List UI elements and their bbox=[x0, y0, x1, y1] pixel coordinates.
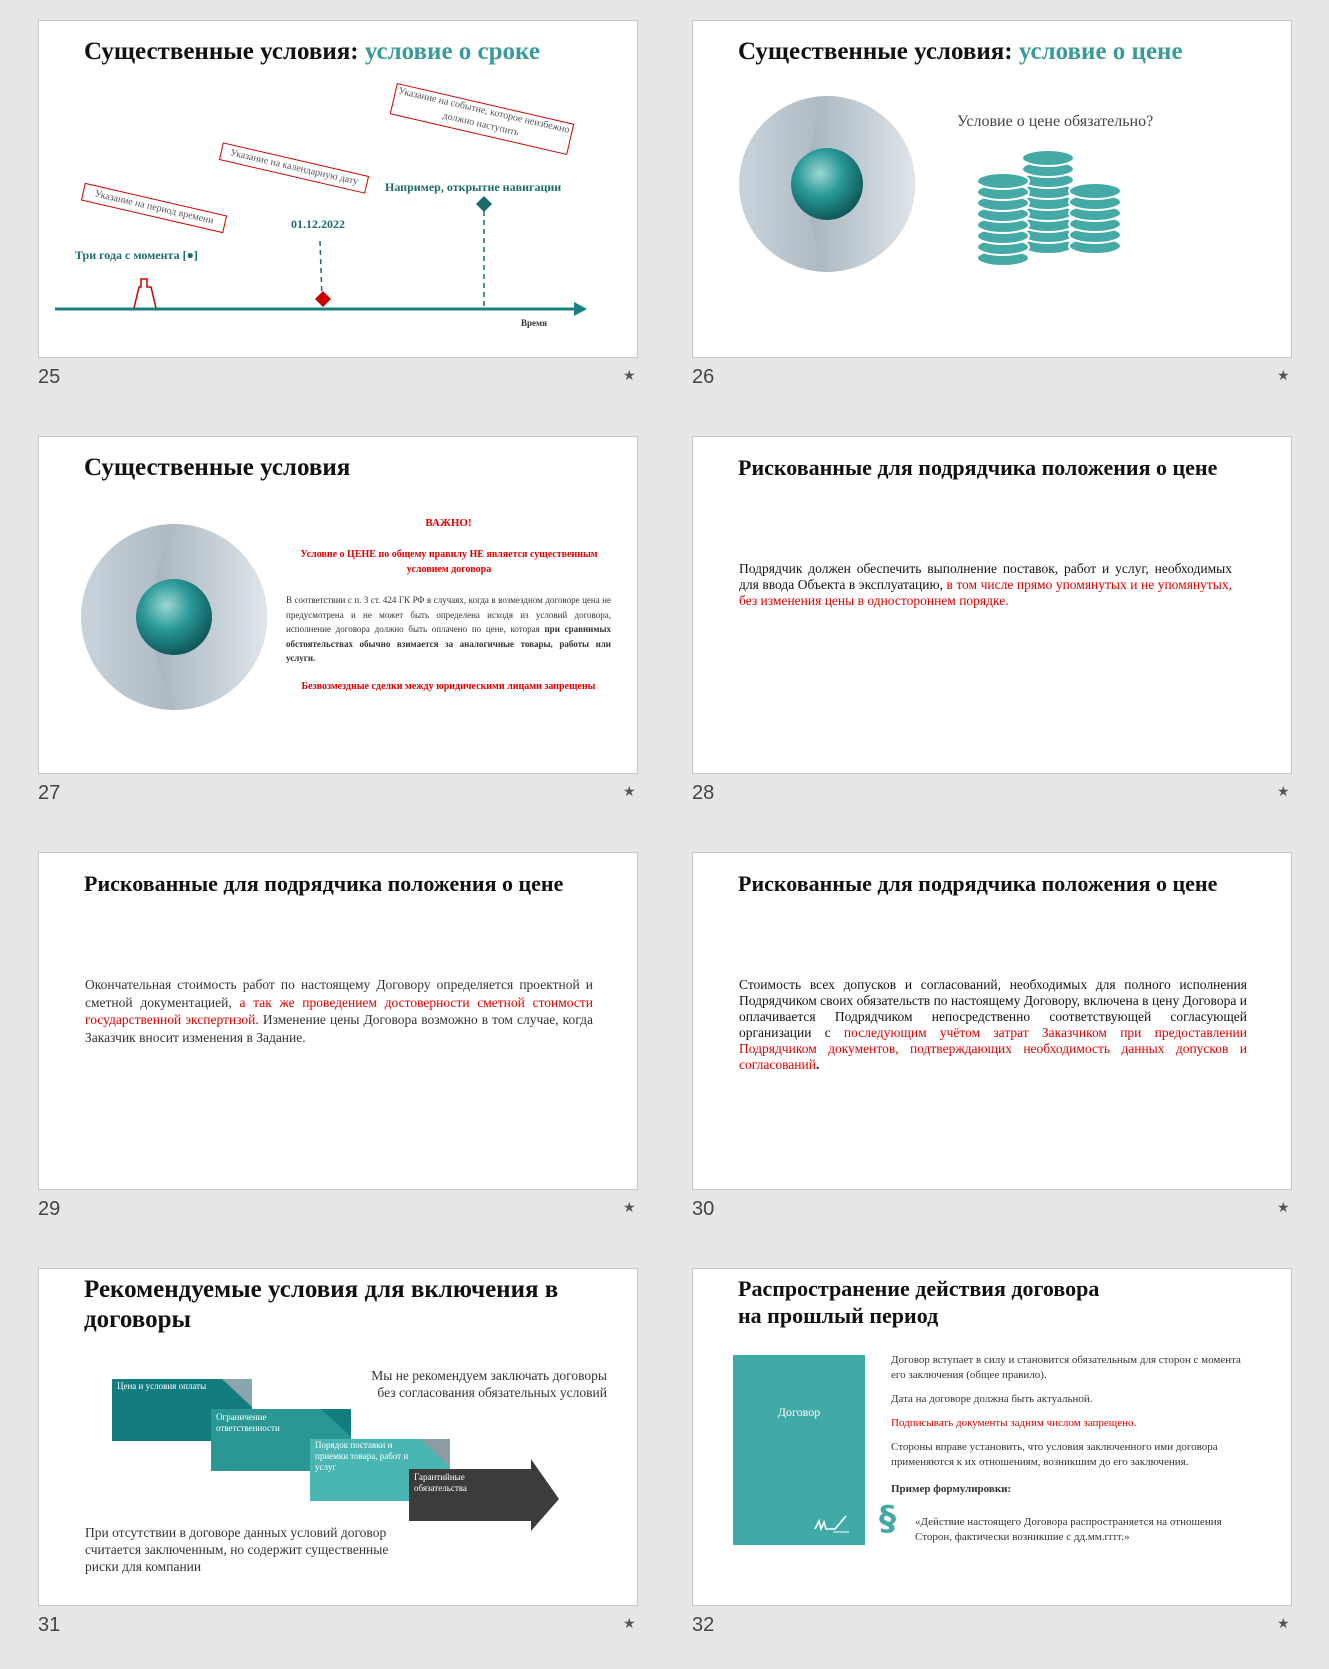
signature-icon bbox=[813, 1513, 853, 1535]
slide-thumbnail-27[interactable] bbox=[38, 436, 638, 774]
step-delivery[interactable]: Порядок поставки и приемки товара, работ и услуг bbox=[315, 1440, 409, 1472]
step-liability[interactable]: Ограничение ответственности bbox=[216, 1412, 280, 1433]
title-accent: условие о сроке bbox=[364, 38, 540, 65]
slide-number-31: 31 bbox=[38, 1614, 61, 1636]
slide-body bbox=[739, 977, 1247, 1073]
body-text-highlight: последующим учётом затрат Заказчиком при предоставлении Подрядчиком документов, подтверждающих необходимость данных допусков и согласований bbox=[739, 1025, 1247, 1072]
free-deals-note: Безвозмездные сделки между юридическими лицами запрещены bbox=[301, 681, 596, 692]
title-line-1: Распространение действия договора bbox=[738, 1276, 1100, 1301]
body-text: Подрядчик должен обеспечить выполнение поставок, работ и услуг, необходимых для ввода Объекта в эксплуатацию, bbox=[739, 561, 1232, 592]
step-warranty[interactable]: Гарантийные обязательства bbox=[414, 1472, 467, 1493]
title-accent: условие о цене bbox=[1018, 38, 1183, 65]
paragraph-actual-date: Дата на договоре должна быть актуальной. bbox=[891, 1393, 1093, 1405]
sphere-graphic bbox=[79, 522, 269, 712]
star-icon[interactable]: ★ bbox=[623, 368, 636, 384]
title-main: Существенные условия: bbox=[84, 38, 359, 65]
important-label: ВАЖНО! bbox=[425, 517, 472, 529]
star-icon[interactable]: ★ bbox=[623, 1616, 636, 1632]
slide-body bbox=[739, 561, 1232, 609]
title-line-2: на прошлый период bbox=[738, 1303, 939, 1328]
slide-title bbox=[84, 1275, 558, 1335]
paragraph-prior-relations: Стороны вправе установить, что условия заключенного ими договора применяются к их отношениям, возникшим до его заключения. bbox=[891, 1441, 1218, 1468]
slide-number-28: 28 bbox=[692, 782, 715, 804]
contract-document-icon bbox=[733, 1355, 865, 1545]
body-normal: В соответствии с п. 3 ст. 424 ГК РФ в случаях, когда в возмездном договоре цена не предусмотрена и не может быть определена исходя из условий договора, исполнение договора должно быть оплачено по цене, которая bbox=[286, 595, 611, 634]
civil-code-text bbox=[286, 593, 611, 666]
label-three-years: Три года с момента [●] bbox=[75, 248, 198, 262]
body-text: Стоимость всех допусков и согласований, необходимых для полного исполнения Подрядчиком своих обязательств по настоящему Договору, включена в цену Договора и оплачивается Подрядчиком непосредственно соответствующей согласующей организации с bbox=[739, 977, 1247, 1040]
slide-body bbox=[85, 976, 593, 1046]
label-example: Например, открытие навигации bbox=[385, 180, 562, 194]
body-text: Окончательная стоимость работ по настоящему Договору определяется проектной и сметной документацией, bbox=[85, 977, 593, 1010]
slide-title: Рискованные для подрядчика положения о цене bbox=[738, 871, 1218, 896]
slide-number-27: 27 bbox=[38, 782, 61, 804]
slide-number-29: 29 bbox=[38, 1198, 61, 1220]
slide-number-25: 25 bbox=[38, 366, 61, 388]
slide-thumbnail-30[interactable] bbox=[692, 852, 1292, 1190]
example-heading: Пример формулировки: bbox=[891, 1483, 1012, 1495]
slide-title: Рискованные для подрядчика положения о цене bbox=[84, 871, 564, 896]
slide-thumbnail-32[interactable] bbox=[692, 1268, 1292, 1606]
title-line-2: договоры bbox=[84, 1306, 192, 1333]
risk-text: При отсутствии в договоре данных условий договор считается заключенным, но содержит существенные риски для компании bbox=[85, 1525, 389, 1574]
contract-label: Договор bbox=[777, 1405, 821, 1419]
label-date: 01.12.2022 bbox=[291, 217, 345, 231]
star-icon[interactable]: ★ bbox=[1277, 368, 1290, 384]
paragraph-general-rule: Договор вступает в силу и становится обязательным для сторон с момента его заключения (общее правило). bbox=[891, 1354, 1241, 1381]
question-text: Условие о цене обязательно? bbox=[957, 113, 1154, 130]
body-bold: при сравнимых обстоятельствах обычно взимается за аналогичные товары, работы или услуги. bbox=[286, 624, 612, 663]
slide-title bbox=[738, 37, 1183, 67]
slide-title bbox=[738, 1275, 1099, 1329]
slide-number-30: 30 bbox=[692, 1198, 715, 1220]
slide-thumbnail-26[interactable] bbox=[692, 20, 1292, 358]
star-icon[interactable]: ★ bbox=[623, 1200, 636, 1216]
sphere-graphic bbox=[737, 94, 917, 274]
title-main: Существенные условия: bbox=[738, 38, 1013, 65]
star-icon[interactable]: ★ bbox=[1277, 1616, 1290, 1632]
example-text: «Действие настоящего Договора распространяется на отношения Сторон, фактически возникшие с дд.мм.гггг.» bbox=[915, 1516, 1222, 1543]
callout-date: Указание на календарную дату bbox=[219, 142, 369, 193]
slide-title: Рискованные для подрядчика положения о цене bbox=[738, 455, 1218, 480]
slide-title: Существенные условия bbox=[84, 454, 351, 481]
text-column bbox=[891, 1353, 1241, 1497]
axis-label-time: Время bbox=[521, 318, 548, 328]
callout-event: Указание на событие, которое неизбежно должно наступить bbox=[390, 83, 575, 155]
section-sign-icon: § bbox=[879, 1499, 896, 1539]
coin-stacks-icon bbox=[973, 146, 1133, 281]
paragraph-backdating: Подписывать документы задним числом запрещено. bbox=[891, 1417, 1137, 1429]
star-icon[interactable]: ★ bbox=[623, 784, 636, 800]
slide-number-32: 32 bbox=[692, 1614, 715, 1636]
slide-thumbnail-28[interactable] bbox=[692, 436, 1292, 774]
body-text-end: . Изменение цены Договора возможно в том случае, когда Заказчик вносит изменения в Задание. bbox=[85, 1012, 593, 1045]
recommend-text: Мы не рекомендуем заключать договоры без согласования обязательных условий bbox=[371, 1368, 607, 1400]
star-icon[interactable]: ★ bbox=[1277, 1200, 1290, 1216]
slide-thumbnail-29[interactable] bbox=[38, 852, 638, 1190]
slide-thumbnail-31[interactable] bbox=[38, 1268, 638, 1606]
price-rule: Условие о ЦЕНЕ по общему правилу НЕ является существенным условием договора bbox=[300, 549, 598, 575]
callout-period: Указание на период времени bbox=[81, 183, 227, 233]
body-text-end: . bbox=[815, 1057, 820, 1072]
body-text-highlight: а так же проведением достоверности сметной стоимости государственной экспертизой bbox=[85, 994, 594, 1027]
body-text-highlight: в том числе прямо упомянутых и не упомянутых, без изменения цены в одностороннем порядке. bbox=[739, 577, 1232, 608]
star-icon[interactable]: ★ bbox=[1277, 784, 1290, 800]
title-line-1: Рекомендуемые условия для включения в bbox=[84, 1276, 559, 1303]
step-price[interactable]: Цена и условия оплаты bbox=[117, 1381, 207, 1391]
slide-number-26: 26 bbox=[692, 366, 715, 388]
slide-thumbnail-25[interactable] bbox=[38, 20, 638, 358]
